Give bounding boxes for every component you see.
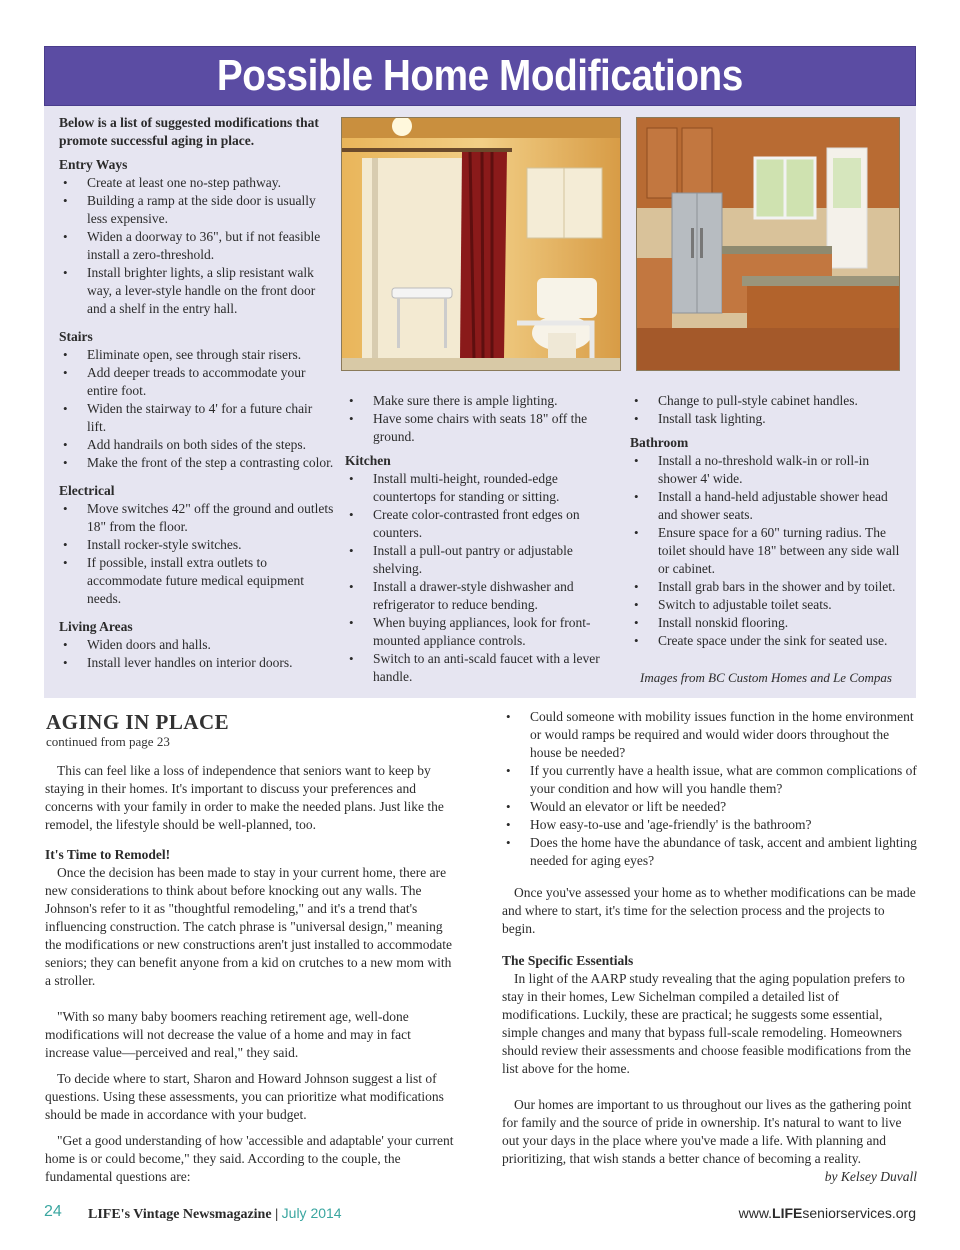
page-title: Possible Home Modifications <box>217 51 743 100</box>
continued-note: continued from page 23 <box>46 734 170 749</box>
website-link[interactable] <box>739 1205 916 1221</box>
page-number: 24 <box>44 1203 62 1220</box>
column-2 <box>345 392 620 686</box>
list-item: • If you currently have a health issue, what are common complications of your condition and how will you handle them? <box>502 762 917 798</box>
list-item: • Install a pull-out pantry or adjustable shelving. <box>345 542 620 578</box>
stairs-list <box>59 346 334 472</box>
list-item: • Change to pull-style cabinet handles. <box>630 392 910 410</box>
living-areas-list <box>59 636 334 672</box>
paragraph: "With so many baby boomers reaching retirement age, well-done modifications will not decrease the value of a home and may in fact increase value—perceived and real," they said. <box>45 1009 411 1060</box>
list-item: • Install a hand-held adjustable shower head and shower seats. <box>630 488 910 524</box>
article-title: AGING IN PLACE <box>46 710 230 734</box>
column-1 <box>59 114 334 672</box>
questions-list <box>502 708 917 870</box>
list-item: • Ensure space for a 60" turning radius. The toilet should have 18" between any side wall or cabinet. <box>630 524 910 578</box>
list-item: • Install nonskid flooring. <box>630 614 910 632</box>
electrical-heading: Electrical <box>59 483 115 498</box>
entry-ways-list <box>59 174 334 318</box>
bathroom-photo <box>341 117 621 371</box>
entry-ways-heading: Entry Ways <box>59 157 128 172</box>
list-item: • How easy-to-use and 'age-friendly' is the bathroom? <box>502 816 917 834</box>
paragraph: Once the decision has been made to stay in your current home, there are new considerations to think about before knocking out any walls. The Johnson's refer to it as "thoughtful remodeling," and it's a trend that's influencing construction. The catch phrase is "universal design," meaning the modifications or new constructions aren't just installed to accommodate seniors; they can benefit anyone from a kid on crutches to a new mom with a stroller. <box>45 865 452 988</box>
bathroom-heading: Bathroom <box>630 435 689 450</box>
kitchen-photo <box>636 117 900 371</box>
image-credit: Images from BC Custom Homes and Le Compas <box>640 670 892 685</box>
article-right-column <box>502 708 917 1186</box>
list-item: • Install a drawer-style dishwasher and refrigerator to reduce bending. <box>345 578 620 614</box>
list-item: • Eliminate open, see through stair risers. <box>59 346 334 364</box>
list-item: • Widen doors and halls. <box>59 636 334 654</box>
section-heading: It's Time to Remodel! <box>45 847 171 862</box>
issue-month: July 2014 <box>281 1205 342 1221</box>
list-item: • Have some chairs with seats 18" off the ground. <box>345 410 620 446</box>
magazine-name <box>88 1205 342 1223</box>
url-brand: LIFE <box>772 1205 803 1221</box>
list-item: • If possible, install extra outlets to accommodate future medical equipment needs. <box>59 554 334 608</box>
list-item: • Make sure there is ample lighting. <box>345 392 620 410</box>
list-item: • Install grab bars in the shower and by toilet. <box>630 578 910 596</box>
paragraph: In light of the AARP study revealing that the aging population prefers to stay in their homes, Lew Sichelman compiled a detailed list of modifications. Luckily, these are practical; he suggests some essential, simple changes and many that bypass full-scale remodeling. Homeowners should review their assessments and choose feasible modifications from the list above for the home. <box>502 971 912 1076</box>
kitchen-list-continued <box>630 392 910 428</box>
list-item: • Make the front of the step a contrasting color. <box>59 454 334 472</box>
list-item: • Does the home have the abundance of task, accent and ambient lighting needed for aging eyes? <box>502 834 917 870</box>
list-item: • Widen the stairway to 4' for a future chair lift. <box>59 400 334 436</box>
paragraph: "Get a good understanding of how 'accessible and adaptable' your current home is or could become," they said. According to the couple, the fundamental questions are: <box>45 1133 454 1184</box>
paragraph: To decide where to start, Sharon and Howard Johnson suggest a list of questions. Using these assessments, you can prioritize what modifications should be made in accordance with your budget. <box>45 1071 444 1122</box>
living-areas-list-continued <box>345 392 620 446</box>
list-item: • Add handrails on both sides of the steps. <box>59 436 334 454</box>
electrical-list <box>59 500 334 608</box>
paragraph: Our homes are important to us throughout our lives as the gathering point for family and the source of pride in ownership. It's natural to want to live out your days in the place where you've made a life. With planning and prioritizing, that wish stands a better chance of becoming a reality. <box>502 1097 912 1166</box>
list-item: • Install brighter lights, a slip resistant walk way, a lever-style handle on the front door and a shelf in the entry hall. <box>59 264 334 318</box>
list-item: • Install lever handles on interior doors. <box>59 654 334 672</box>
column-3 <box>630 392 910 650</box>
stairs-heading: Stairs <box>59 329 93 344</box>
living-areas-heading: Living Areas <box>59 619 133 634</box>
footer <box>44 1203 916 1227</box>
intro-text: Below is a list of suggested modifications that promote successful aging in place. <box>59 115 319 148</box>
banner <box>44 46 916 106</box>
url-prefix: www. <box>738 1205 773 1221</box>
list-item: • Create at least one no-step pathway. <box>59 174 334 192</box>
list-item: • Would an elevator or lift be needed? <box>502 798 917 816</box>
list-item: • Create space under the sink for seated use. <box>630 632 910 650</box>
url-suffix: seniorservices.org <box>802 1205 916 1221</box>
kitchen-list <box>345 470 620 686</box>
list-item: • Create color-contrasted front edges on counters. <box>345 506 620 542</box>
list-item: • When buying appliances, look for front-mounted appliance controls. <box>345 614 620 650</box>
list-item: • Building a ramp at the side door is usually less expensive. <box>59 192 334 228</box>
magazine-title: LIFE's Vintage Newsmagazine <box>88 1207 272 1222</box>
list-item: • Widen a doorway to 36", but if not feasible install a zero-threshold. <box>59 228 334 264</box>
separator: | <box>275 1207 279 1222</box>
section-heading: The Specific Essentials <box>502 953 634 968</box>
list-item: • Install a no-threshold walk-in or roll-in shower 4' wide. <box>630 452 910 488</box>
list-item: • Install task lighting. <box>630 410 910 428</box>
paragraph: Once you've assessed your home as to whether modifications can be made and where to start, it's time for the selection process and the projects to begin. <box>502 885 916 936</box>
kitchen-heading: Kitchen <box>345 453 391 468</box>
byline: by Kelsey Duvall <box>824 1169 917 1184</box>
list-item: • Switch to adjustable toilet seats. <box>630 596 910 614</box>
bathroom-list <box>630 452 910 650</box>
list-item: • Add deeper treads to accommodate your entire foot. <box>59 364 334 400</box>
list-item: • Move switches 42" off the ground and outlets 18" from the floor. <box>59 500 334 536</box>
list-item: • Install multi-height, rounded-edge countertops for standing or sitting. <box>345 470 620 506</box>
paragraph: This can feel like a loss of independence that seniors want to keep by staying in their homes. It's important to discuss your preferences and concerns with your family in order to make the needed plans. Just like the remodel, the lifestyle should be well-planned, too. <box>45 763 444 832</box>
list-item: • Could someone with mobility issues function in the home environment or would ramps be required and would wider doors throughout the house be needed? <box>502 708 917 762</box>
article-left-column <box>45 762 457 1186</box>
list-item: • Switch to an anti-scald faucet with a lever handle. <box>345 650 620 686</box>
list-item: • Install rocker-style switches. <box>59 536 334 554</box>
